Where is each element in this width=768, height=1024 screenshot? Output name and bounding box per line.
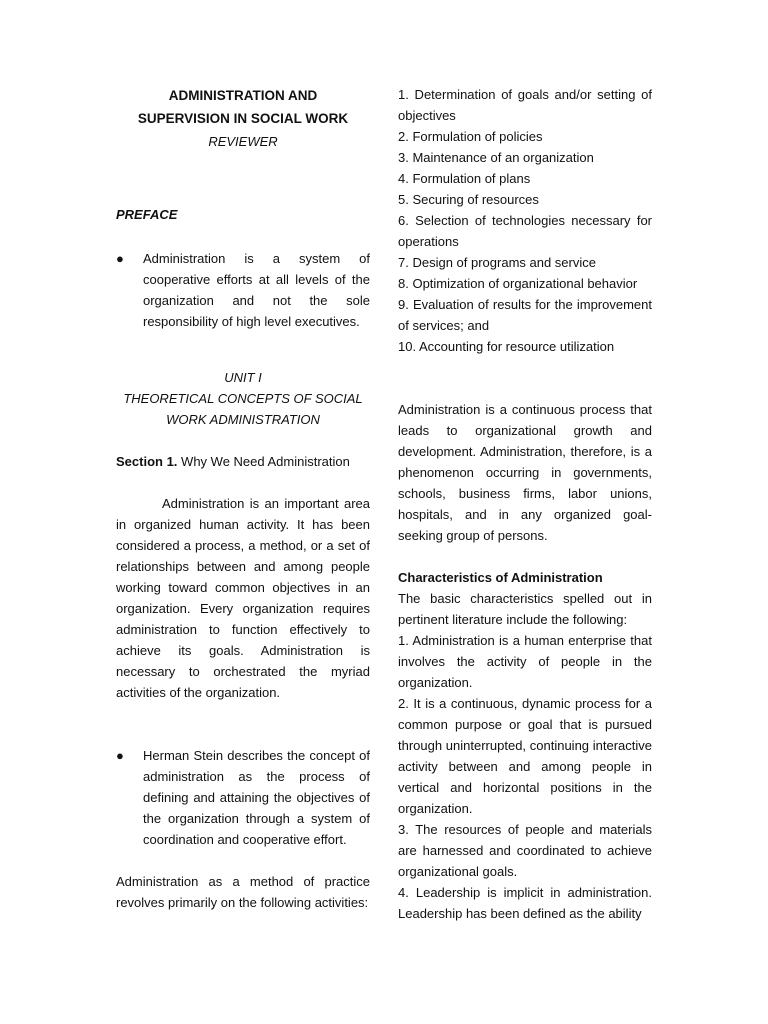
list-item: 2. Formulation of policies <box>398 129 543 144</box>
preface-bullet-text: Administration is a system of cooperative efforts at all levels of the organization and not the sole responsibility of high level executives. <box>143 251 370 329</box>
characteristics-heading: Characteristics of Administration <box>398 570 603 585</box>
list-item: 2. It is a continuous, dynamic process for a common purpose or goal that is pursued through uninterrupted, continuing interactive activity between and among people in vertical and horizontal positions in the organization. <box>398 696 652 816</box>
document-title-line1: ADMINISTRATION AND <box>168 88 318 103</box>
unit-title-line2: WORK ADMINISTRATION <box>166 412 320 427</box>
list-item: 1. Determination of goals and/or setting of objectives <box>398 87 652 123</box>
list-item: 4. Leadership is implicit in administration. Leadership has been defined as the ability <box>398 885 652 921</box>
characteristics-intro: The basic characteristics spelled out in pertinent literature include the following: <box>398 591 652 627</box>
list-item: 3. The resources of people and materials are harnessed and coordinated to achieve organizational goals. <box>398 822 652 879</box>
list-item: 7. Design of programs and service <box>398 255 596 270</box>
preface-heading: PREFACE <box>116 207 178 222</box>
section-label: Section 1. <box>116 454 178 469</box>
list-item: 4. Formulation of plans <box>398 171 531 186</box>
section-heading <box>116 451 370 472</box>
document-subtitle: REVIEWER <box>208 134 278 149</box>
method-paragraph: Administration as a method of practice revolves primarily on the following activities: <box>116 874 370 910</box>
bullet-icon: ● <box>116 748 124 763</box>
list-item: 1. Administration is a human enterprise that involves the activity of people in the organization. <box>398 633 652 690</box>
document-title-line2: SUPERVISION IN SOCIAL WORK <box>137 111 349 126</box>
stein-bullet-text: Herman Stein describes the concept of administration as the process of defining and attaining the objectives of the organization through a system of coordination and cooperative effort. <box>143 748 370 847</box>
left-column <box>116 84 370 913</box>
preface-bullet-item <box>116 248 370 332</box>
section-paragraph: Administration is an important area in organized human activity. It has been considered a process, a method, or a set of relationships between and among people working toward common objectives in an organization. Every organization requires administration to function effectively to achieve its goals. Administration is necessary to orchestrated the myriad activities of the organization. <box>116 496 370 700</box>
activities-list <box>398 84 652 357</box>
list-item: 10. Accounting for resource utilization <box>398 339 615 354</box>
right-column <box>398 84 652 924</box>
stein-bullet-item <box>116 745 370 850</box>
list-item: 5. Securing of resources <box>398 192 539 207</box>
list-item: 3. Maintenance of an organization <box>398 150 594 165</box>
list-item: 6. Selection of technologies necessary for operations <box>398 213 652 249</box>
continuous-process-paragraph: Administration is a continuous process that leads to organizational growth and development. Administration, therefore, is a phenomenon occurring in governments, schools, business firms, labor unions, hospitals, and in any organized goal-seeking group of persons. <box>398 402 652 543</box>
list-item: 9. Evaluation of results for the improvement of services; and <box>398 297 652 333</box>
unit-label: UNIT I <box>224 370 262 385</box>
section-title: Why We Need Administration <box>181 454 350 469</box>
unit-title-line1: THEORETICAL CONCEPTS OF SOCIAL <box>123 391 363 406</box>
list-item: 8. Optimization of organizational behavior <box>398 276 638 291</box>
bullet-icon: ● <box>116 251 124 266</box>
characteristics-list <box>398 630 652 924</box>
